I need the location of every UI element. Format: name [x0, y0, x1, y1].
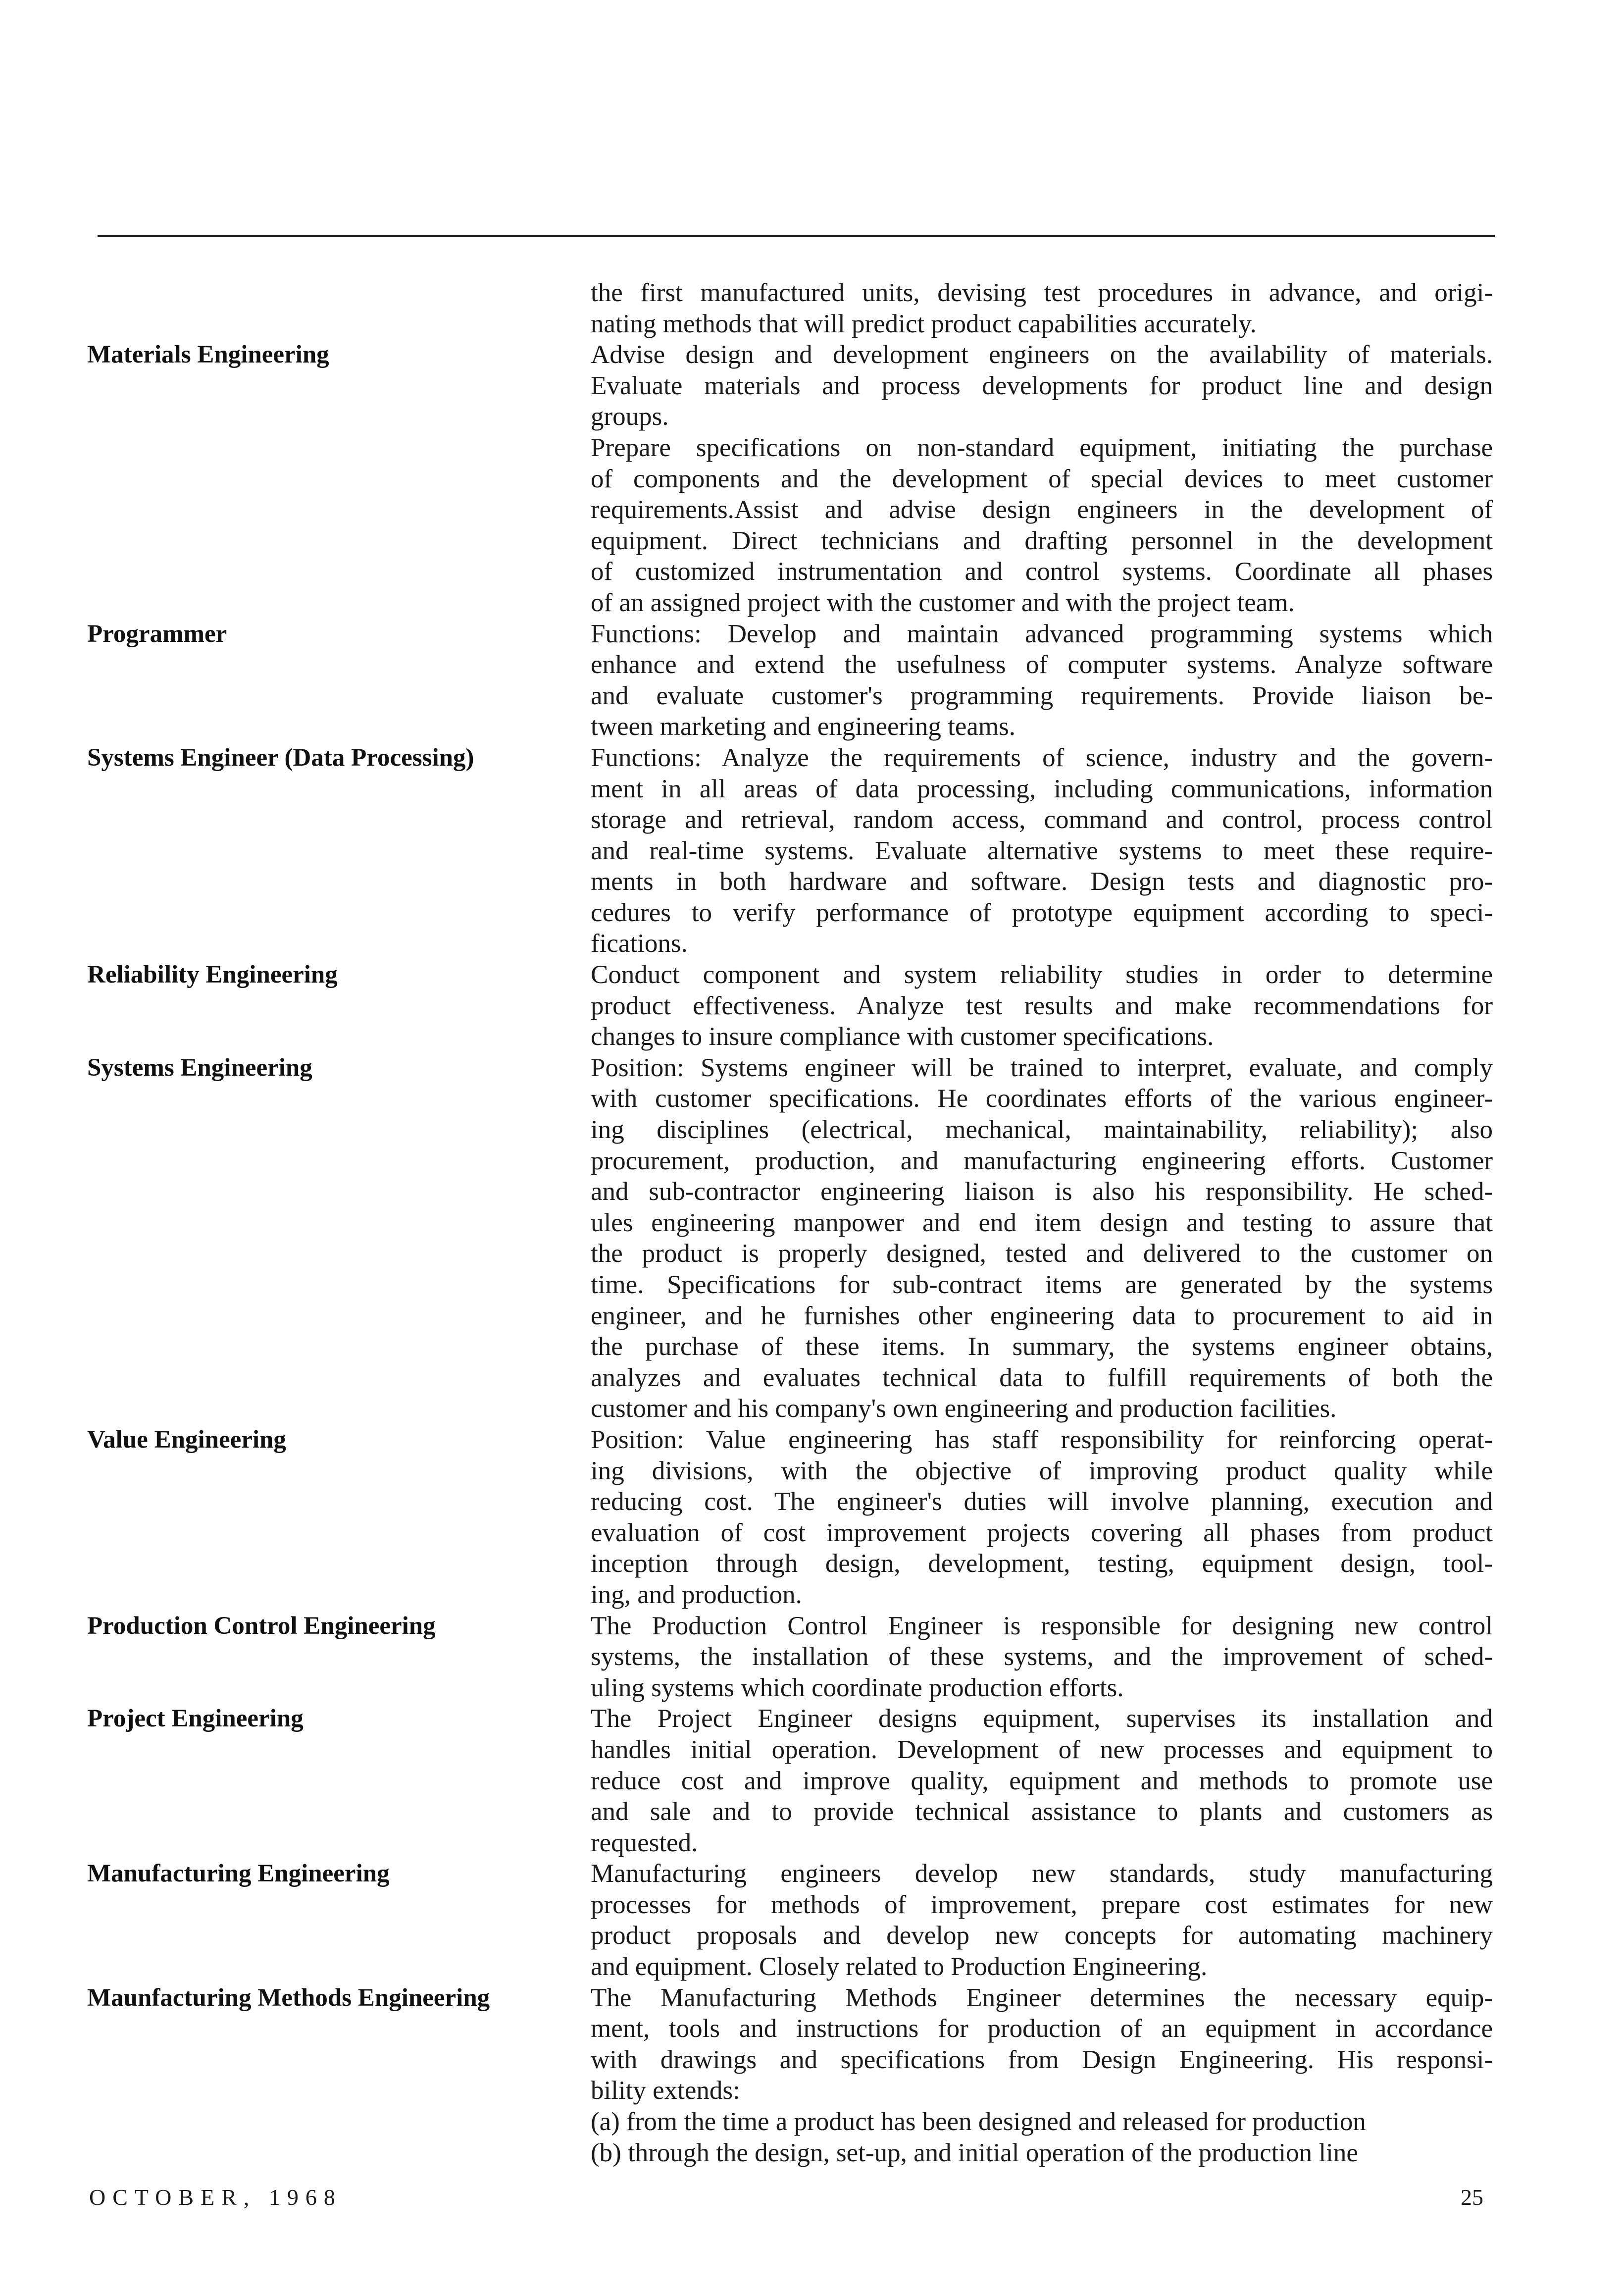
job-title — [87, 277, 591, 339]
text-line: Position: Value engineering has staff responsibility for reinforcing operat- — [591, 1425, 1493, 1454]
job-title: Materials Engineering — [87, 341, 329, 369]
job-descriptions — [87, 277, 1493, 2168]
text-line: (b) through the design, set-up, and initial operation of the production line — [591, 2138, 1358, 2167]
job-title: Reliability Engineering — [87, 961, 338, 989]
job-section — [87, 1424, 1493, 1611]
issue-date: OCTOBER, 1968 — [89, 2185, 342, 2210]
text-line: equipment. Direct technicians and drafting personnel in the development — [591, 526, 1493, 555]
text-line: The Production Control Engineer is responsible for designing new control — [591, 1611, 1493, 1640]
text-line: tween marketing and engineering teams. — [591, 712, 1015, 741]
job-description — [591, 1052, 1493, 1424]
text-line: groups. — [591, 402, 669, 431]
text-line: and equipment. Closely related to Production Engineering. — [591, 1952, 1208, 1981]
text-line: the purchase of these items. In summary, the systems engineer obtains, — [591, 1332, 1493, 1361]
job-title: Manufacturing Engineering — [87, 1860, 390, 1888]
text-line: nating methods that will predict product capabilities accurately. — [591, 309, 1257, 338]
job-description — [591, 1982, 1493, 2169]
job-section — [87, 339, 1493, 618]
text-line: the product is properly designed, tested and delivered to the customer on — [591, 1239, 1493, 1268]
page-number: 25 — [1461, 2185, 1483, 2210]
job-section — [87, 1858, 1493, 1982]
text-line: Functions: Develop and maintain advanced programming systems which — [591, 619, 1493, 648]
text-line: Evaluate materials and process developments for product line and design — [591, 371, 1493, 400]
text-line: engineer, and he furnishes other engineering data to procurement to aid in — [591, 1301, 1493, 1330]
text-line: reduce cost and improve quality, equipment and methods to promote use — [591, 1766, 1493, 1795]
text-line: ments in both hardware and software. Design tests and diagnostic pro- — [591, 867, 1493, 896]
job-title: Programmer — [87, 620, 227, 648]
text-line: inception through design, development, testing, equipment design, tool- — [591, 1549, 1493, 1578]
text-line: ules engineering manpower and end item design and testing to assure that — [591, 1208, 1493, 1237]
text-line: fications. — [591, 929, 688, 958]
text-line: of an assigned project with the customer and with the project team. — [591, 588, 1295, 617]
text-line: analyzes and evaluates technical data to fulfill requirements of both the — [591, 1363, 1493, 1392]
text-line: requirements.Assist and advise design engineers in the development of — [591, 495, 1493, 524]
job-section — [87, 1982, 1493, 2169]
job-section — [87, 1052, 1493, 1424]
text-line: ing disciplines (electrical, mechanical, maintainability, reliability); also — [591, 1115, 1493, 1145]
text-line: product effectiveness. Analyze test results and make recommendations for — [591, 991, 1493, 1020]
text-line: Position: Systems engineer will be trained to interpret, evaluate, and comply — [591, 1053, 1493, 1082]
text-line: Conduct component and system reliability studies in order to determine — [591, 960, 1493, 990]
text-line: Functions: Analyze the requirements of science, industry and the govern- — [591, 743, 1493, 772]
job-title: Project Engineering — [87, 1705, 304, 1733]
text-line: changes to insure compliance with customer specifications. — [591, 1022, 1214, 1051]
job-description — [591, 339, 1493, 618]
job-section — [87, 1703, 1493, 1858]
job-description — [591, 1858, 1493, 1982]
text-line: with customer specifications. He coordinates efforts of the various engineer- — [591, 1084, 1493, 1113]
text-line: Prepare specifications on non-standard equipment, initiating the purchase — [591, 433, 1493, 462]
text-line: ing, and production. — [591, 1580, 802, 1609]
text-line: product proposals and develop new concepts for automating machinery — [591, 1921, 1493, 1950]
text-line: with drawings and specifications from Design Engineering. His responsi- — [591, 2045, 1493, 2074]
text-line: reducing cost. The engineer's duties will involve planning, execution and — [591, 1487, 1493, 1516]
text-line: handles initial operation. Development of new processes and equipment to — [591, 1735, 1493, 1764]
text-line: Advise design and development engineers on the availability of materials. — [591, 340, 1493, 369]
text-line: of customized instrumentation and control systems. Coordinate all phases — [591, 557, 1493, 586]
job-description — [591, 1424, 1493, 1611]
job-description — [591, 277, 1493, 339]
job-section — [87, 959, 1493, 1052]
text-line: evaluation of cost improvement projects covering all phases from product — [591, 1518, 1493, 1547]
text-line: the first manufactured units, devising test procedures in advance, and origi- — [591, 278, 1493, 307]
text-line: The Manufacturing Methods Engineer determines the necessary equip- — [591, 1983, 1493, 2012]
text-line: time. Specifications for sub-contract items are generated by the systems — [591, 1270, 1493, 1299]
job-section — [87, 619, 1493, 742]
text-line: and evaluate customer's programming requirements. Provide liaison be- — [591, 681, 1493, 710]
job-description — [591, 742, 1493, 959]
job-description — [591, 1703, 1493, 1858]
header-rule — [98, 235, 1495, 237]
text-line: storage and retrieval, random access, command and control, process control — [591, 805, 1493, 834]
job-title: Systems Engineering — [87, 1053, 312, 1082]
text-line: ing divisions, with the objective of improving product quality while — [591, 1456, 1493, 1485]
text-line: customer and his company's own engineering and production facilities. — [591, 1394, 1337, 1423]
job-title: Production Control Engineering — [87, 1612, 436, 1640]
text-line: and real-time systems. Evaluate alternative systems to meet these require- — [591, 836, 1493, 865]
text-line: uling systems which coordinate production efforts. — [591, 1673, 1124, 1702]
text-line: processes for methods of improvement, prepare cost estimates for new — [591, 1890, 1493, 1919]
text-line: bility extends: — [591, 2076, 740, 2105]
job-section — [87, 742, 1493, 959]
text-line: procurement, production, and manufacturing engineering efforts. Customer — [591, 1146, 1493, 1175]
job-description — [591, 1611, 1493, 1704]
text-line: and sale and to provide technical assistance to plants and customers as — [591, 1797, 1493, 1826]
job-section — [87, 277, 1493, 339]
text-line: ment, tools and instructions for production of an equipment in accordance — [591, 2014, 1493, 2043]
text-line: systems, the installation of these systems, and the improvement of sched- — [591, 1642, 1493, 1671]
job-section — [87, 1611, 1493, 1704]
text-line: requested. — [591, 1828, 698, 1857]
job-title: Value Engineering — [87, 1425, 286, 1454]
job-title: Systems Engineer (Data Processing) — [87, 743, 474, 772]
text-line: enhance and extend the usefulness of computer systems. Analyze software — [591, 650, 1493, 679]
job-description — [591, 959, 1493, 1052]
text-line: ment in all areas of data processing, including communications, information — [591, 774, 1493, 803]
job-title: Maunfacturing Methods Engineering — [87, 1983, 490, 2012]
text-line: cedures to verify performance of prototype equipment according to speci- — [591, 898, 1493, 927]
text-line: (a) from the time a product has been designed and released for production — [591, 2107, 1366, 2137]
text-line: of components and the development of special devices to meet customer — [591, 464, 1493, 493]
text-line: and sub-contractor engineering liaison is also his responsibility. He sched- — [591, 1177, 1493, 1206]
text-line: The Project Engineer designs equipment, supervises its installation and — [591, 1704, 1493, 1733]
job-description — [591, 619, 1493, 742]
text-line: Manufacturing engineers develop new standards, study manufacturing — [591, 1859, 1493, 1888]
